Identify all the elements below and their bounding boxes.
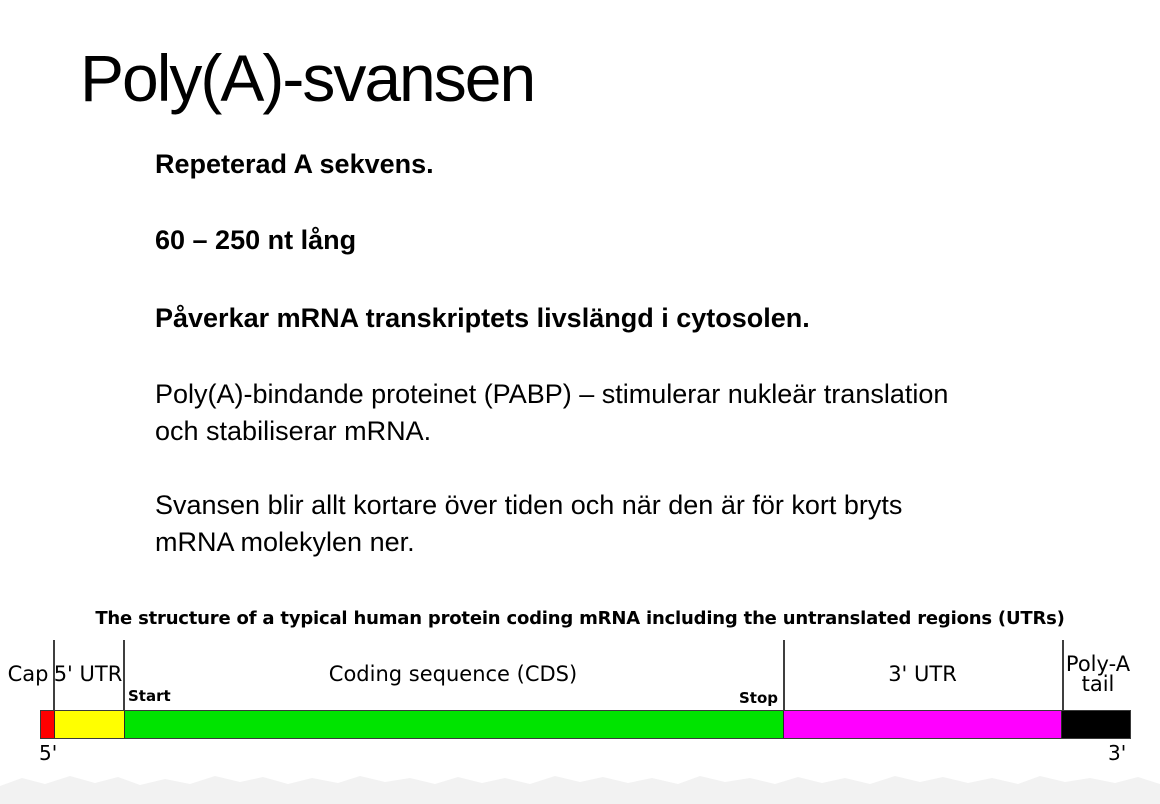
paragraph-line: 60 – 250 nt lång — [155, 225, 357, 255]
segment-5utr — [54, 711, 124, 738]
label-cap: Cap — [7, 662, 49, 686]
paragraph-line: Repeterad A sekvens. — [155, 149, 434, 179]
segment-polya-tail — [1061, 711, 1130, 738]
segment-3utr — [783, 711, 1061, 738]
paragraph-line: mRNA molekylen ner. — [155, 527, 415, 557]
slide-title: Poly(A)-svansen — [80, 41, 535, 115]
label-5utr: 5' UTR — [53, 662, 123, 686]
paragraph-4 — [155, 376, 948, 450]
label-start: Start — [128, 687, 171, 705]
figure-title: The structure of a typical human protein coding mRNA including the untranslated regions (UTRs) — [95, 608, 1065, 629]
segment-cds — [124, 711, 783, 738]
paragraph-line: Påverkar mRNA transkriptets livslängd i cytosolen. — [155, 303, 810, 333]
paragraph-5 — [155, 487, 902, 561]
paragraph-line: Svansen blir allt kortare över tiden och när den är för kort bryts — [155, 490, 903, 520]
label-3utr: 3' UTR — [888, 662, 957, 686]
label-cds: Coding sequence (CDS) — [328, 662, 578, 686]
label-polya-line1: Poly-A — [1065, 652, 1131, 676]
label-polya-tail — [1062, 654, 1134, 694]
segment-cap — [41, 711, 54, 738]
paragraph-3 — [155, 300, 810, 337]
mrna-bar — [40, 710, 1131, 739]
label-5-prime: 5' — [39, 741, 58, 765]
label-polya-line2: tail — [1081, 672, 1115, 696]
label-3-prime: 3' — [1108, 741, 1127, 765]
torn-edge-path — [0, 776, 1160, 804]
paragraph-2 — [155, 222, 356, 259]
paragraph-line: och stabiliserar mRNA. — [155, 416, 432, 446]
torn-edge-texture — [0, 770, 1160, 804]
label-stop: Stop — [738, 689, 778, 707]
paragraph-1 — [155, 146, 434, 183]
paragraph-line: Poly(A)-bindande proteinet (PABP) – stimulerar nukleär translation — [155, 379, 949, 409]
